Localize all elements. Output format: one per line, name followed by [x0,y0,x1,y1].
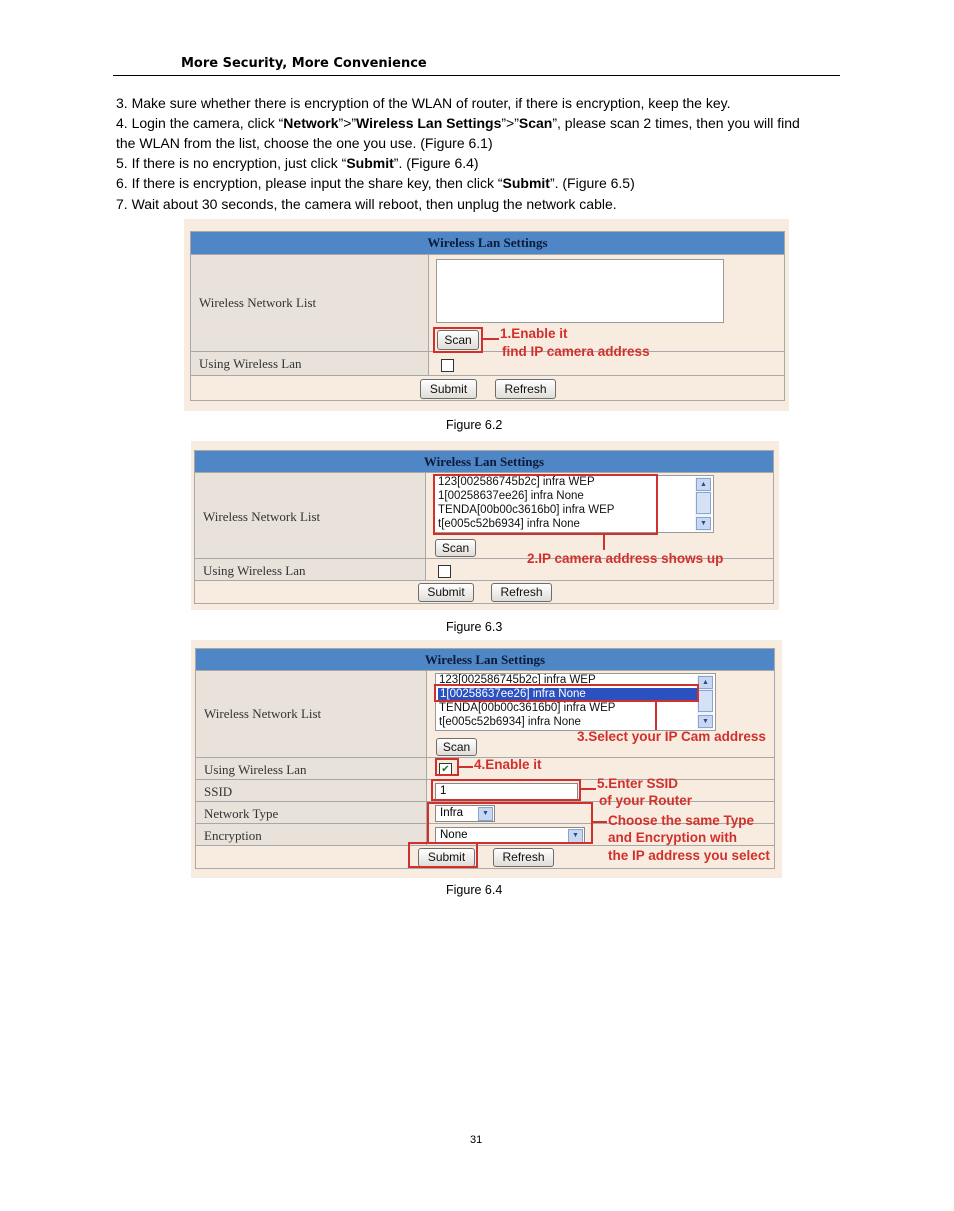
refresh-button[interactable]: Refresh [495,379,556,399]
scan-highlight-box [433,327,483,353]
annotation-6-line2: and Encryption with [608,830,738,845]
network-item[interactable]: TENDA[00b00c3616b0] infra WEP [438,504,615,516]
annotation-4: 4.Enable it [474,757,542,772]
running-header: More Security, More Convenience [181,56,427,71]
step-6: 6. If there is encryption, please input the share key, then click “Submit”. (Figure 6.5) [116,175,635,191]
scroll-up-arrow-icon[interactable]: ▲ [696,478,711,491]
refresh-button[interactable]: Refresh [493,848,554,867]
ssid-label: SSID [204,784,233,799]
using-wireless-lan-label: Using Wireless Lan [199,356,302,371]
scroll-thumb[interactable] [696,492,711,514]
using-wireless-lan-checkbox[interactable] [441,359,454,372]
submit-button[interactable]: Submit [420,379,477,399]
network-item[interactable]: 123[002586745b2c] infra WEP [438,476,595,488]
selected-network-highlight-box [434,684,699,702]
network-item[interactable]: 123[002586745b2c] infra WEP [439,674,596,686]
figure-6-4-screenshot [191,640,782,878]
annotation-connector [593,821,607,823]
step-7: 7. Wait about 30 seconds, the camera will reboot, then unplug the network cable. [116,196,617,212]
step-5: 5. If there is no encryption, just click “Submit”. (Figure 6.4) [116,155,479,171]
wireless-network-list-label: Wireless Network List [203,509,321,524]
figure-6-3-screenshot [191,441,779,610]
scan-button[interactable]: Scan [436,738,477,756]
network-item[interactable]: 1[00258637ee26] infra None [438,490,584,502]
step-4: 4. Login the camera, click “Network”>”Wireless Lan Settings”>”Scan”, please scan 2 times, then you will find [116,115,800,131]
annotation-1-line1: 1.Enable it [500,326,568,341]
scan-button[interactable]: Scan [435,539,476,557]
figure-6-3-caption: Figure 6.3 [446,620,503,634]
encryption-label: Encryption [204,828,262,843]
annotation-connector [655,702,657,730]
chevron-down-icon[interactable]: ▼ [568,829,583,843]
panel-title: Wireless Lan Settings [196,649,774,670]
scroll-up-arrow-icon[interactable]: ▲ [698,676,713,689]
annotation-connector [581,788,596,790]
annotation-1-line2: find IP camera address [502,344,650,359]
network-list-highlight-box [433,474,658,535]
wireless-network-listbox[interactable] [435,673,716,731]
chevron-down-icon[interactable]: ▼ [478,807,493,821]
using-wireless-lan-checkbox-checked[interactable]: ✔ [439,763,452,776]
header-rule [113,75,840,76]
button-row [191,375,784,401]
using-wireless-lan-checkbox[interactable] [438,565,451,578]
annotation-3: 3.Select your IP Cam address [577,729,766,744]
wireless-network-list-label: Wireless Network List [199,295,317,310]
scan-button[interactable]: Scan [437,330,479,350]
submit-button[interactable]: Submit [418,848,475,867]
annotation-2: 2.IP camera address shows up [527,551,724,566]
annotation-connector [483,338,499,340]
annotation-connector [459,766,473,768]
using-wireless-lan-label: Using Wireless Lan [203,563,306,578]
panel-title: Wireless Lan Settings [191,232,784,254]
figure-6-2-caption: Figure 6.2 [446,418,503,432]
network-item-selected[interactable]: 1[00258637ee26] infra None [438,688,697,700]
scroll-down-arrow-icon[interactable]: ▼ [696,517,711,530]
step-4-continued: the WLAN from the list, choose the one you use. (Figure 6.1) [116,135,493,151]
wireless-settings-panel [190,231,785,401]
annotation-5-line1: 5.Enter SSID [597,776,679,791]
scroll-down-arrow-icon[interactable]: ▼ [698,715,713,728]
wireless-network-list-label: Wireless Network List [204,706,322,721]
listbox-scrollbar[interactable] [697,675,713,729]
panel-title: Wireless Lan Settings [195,451,773,472]
annotation-6-line1: Choose the same Type [608,813,755,828]
submit-button[interactable]: Submit [418,583,474,602]
ssid-input[interactable]: 1 [435,783,578,800]
button-row [195,580,773,604]
ssid-highlight-box [431,779,581,801]
type-encryption-highlight-box [427,802,593,844]
network-item[interactable]: t[e005c52b6934] infra None [438,518,580,530]
page-number: 31 [470,1134,483,1146]
network-item[interactable]: TENDA[00b00c3616b0] infra WEP [439,702,616,714]
annotation-6-line3: the IP address you select [608,848,770,863]
network-item[interactable]: t[e005c52b6934] infra None [439,716,581,728]
using-wireless-lan-row [191,351,784,376]
annotation-5-line2: of your Router [599,793,692,808]
figure-6-2-screenshot [184,219,789,411]
network-type-value: Infra [440,807,464,819]
checkbox-highlight-box [435,758,459,776]
submit-highlight-box [408,842,478,868]
step-3: 3. Make sure whether there is encryption of the WLAN of router, if there is encryption, keep the key. [116,95,731,111]
network-type-label: Network Type [204,806,279,821]
encryption-value: None [440,829,468,841]
listbox-scrollbar[interactable] [695,477,711,531]
figure-6-4-caption: Figure 6.4 [446,883,503,897]
refresh-button[interactable]: Refresh [491,583,552,602]
annotation-connector [603,535,605,550]
scroll-thumb[interactable] [698,690,713,712]
using-wireless-lan-label: Using Wireless Lan [204,762,307,777]
wireless-network-listbox[interactable] [436,259,724,323]
